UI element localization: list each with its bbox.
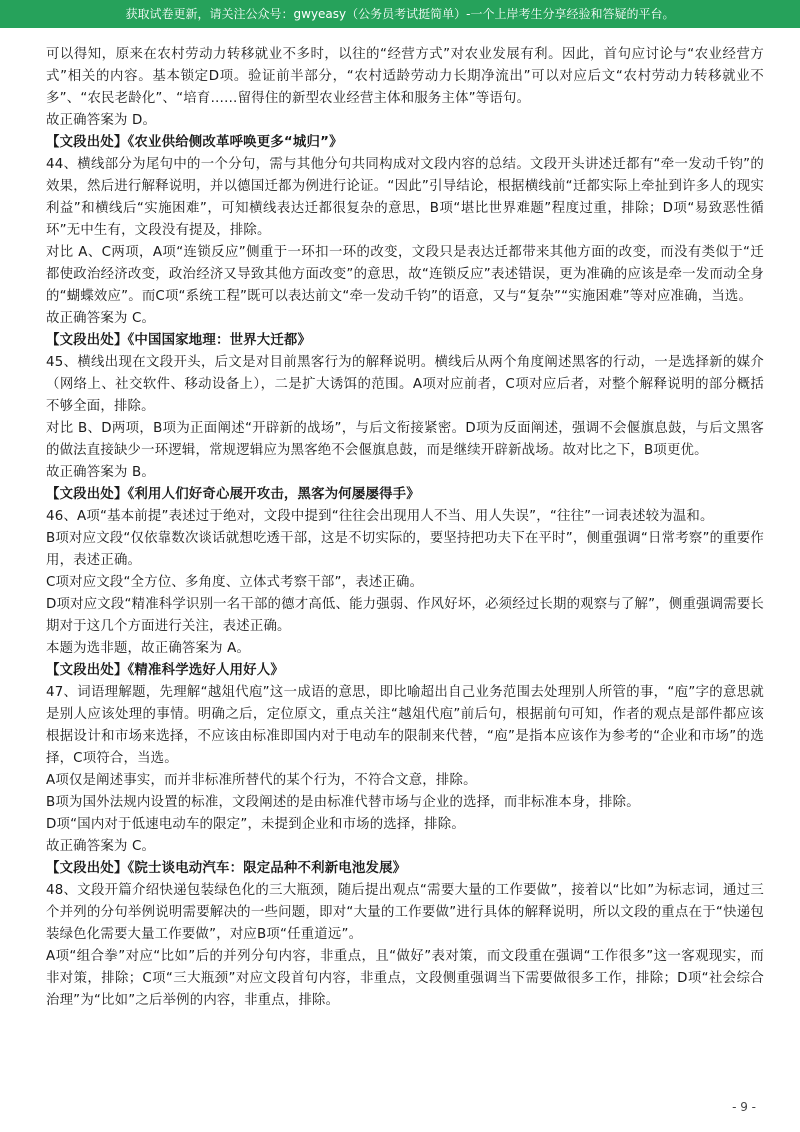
paragraph: B项为国外法规内设置的标准，文段阐述的是由标准代替市场与企业的选择，而非标准本身，排除。 (46, 795, 640, 810)
page-number: - 9 - (732, 1100, 756, 1114)
paragraph: 故正确答案为 C。 (46, 311, 156, 326)
paragraph: 对比 B、D两项，B项为正面阐述“开辟新的战场”，与后文衔接紧密。D项为反面阐述，强调不会偃旗息鼓，与后文黑客的做法直接缺少一环逻辑，常规逻辑应为黑客绝不会偃旗息鼓，而是继续开辟新战场。故对比之下，B项更优。 (46, 421, 764, 458)
source-citation: 【文段出处】《院士谈电动汽车：限定品种不利新电池发展》 (46, 861, 407, 876)
paragraph: A项仅是阐述事实，而并非标准所替代的某个行为，不符合文意，排除。 (46, 773, 477, 788)
paragraph: 47、词语理解题，先理解“越俎代庖”这一成语的意思，即比喻超出自己业务范围去处理别人所管的事，“庖”字的意思就是别人应该处理的事情。明确之后，定位原文，重点关注“越俎代庖”前后句，根据前句可知，作者的观点是部件都应该根据设计和市场来选择，不应该由标准即国内对于电动车的限制来代替，“庖”是指本应该作为参考的“企业和市场”的选择，C项符合，当选。 (46, 685, 764, 766)
paragraph: 对比 A、C两项，A项“连锁反应”侧重于一环扣一环的改变，文段只是表达迁都带来其他方面的改变，而没有类似于“迁都使政治经济改变，政治经济又导致其他方面改变”的意思，故“连锁反应”表述错误，更为准确的应该是牵一发而动全身的“蝴蝶效应”。而C项“系统工程”既可以表达前文“牵一发动千钧”的语意，又与“复杂”“实施困难”等对应准确，当选。 (46, 245, 764, 304)
paragraph: 48、文段开篇介绍快递包装绿色化的三大瓶颈，随后提出观点“需要大量的工作要做”，接着以“比如”为标志词，通过三个并列的分句举例说明需要解决的一些问题，即对“大量的工作要做”进行具体的解释说明，所以文段的重点在于“快递包装绿色化需要大量工作要做”，对应B项“任重道远”。 (46, 883, 764, 942)
paragraph: 故正确答案为 B。 (46, 465, 155, 480)
paragraph: D项对应文段“精准科学识别一名干部的德才高低、能力强弱、作风好坏，必须经过长期的观察与了解”，侧重强调需要长期对于这几个方面进行关注，表述正确。 (46, 597, 764, 634)
source-citation: 【文段出处】《利用人们好奇心展开攻击，黑客为何屡屡得手》 (46, 487, 420, 502)
paragraph: 故正确答案为 C。 (46, 839, 156, 854)
paragraph: 45、横线出现在文段开头，后文是对目前黑客行为的解释说明。横线后从两个角度阐述黑客的行动，一是选择新的媒介（网络上、社交软件、移动设备上），二是扩大诱饵的范围。A项对应前者，C项对应后者，对整个解释说明的部分概括不够全面，排除。 (46, 355, 764, 414)
paragraph: A项“组合拳”对应“比如”后的并列分句内容，非重点，且“做好”表对策，而文段重在强调“工作很多”这一客观现实，而非对策，排除；C项“三大瓶颈”对应文段首句内容，非重点，文段侧重强调当下需要做很多工作，排除；D项“社会综合治理”为“比如”之后举例的内容，非重点，排除。 (46, 949, 764, 1008)
paragraph: 可以得知，原来在农村劳动力转移就业不多时，以往的“经营方式”对农业发展有利。因此，首句应讨论与“农业经营方式”相关的内容。基本锁定D项。验证前半部分，“农村适龄劳动力长期净流出”可以对应后文“农村劳动力转移就业不多”、“农民老龄化”、“培育……留得住的新型农业经营主体和服务主体”等语句。 (46, 47, 764, 106)
answer-explanations (46, 44, 764, 1012)
paragraph: 故正确答案为 D。 (46, 113, 157, 128)
paragraph: 46、A项“基本前提”表述过于绝对，文段中提到“往往会出现用人不当、用人失误”，“往往”一词表述较为温和。 (46, 509, 714, 524)
source-citation: 【文段出处】《精准科学选好人用好人》 (46, 663, 284, 678)
paragraph: 44、横线部分为尾句中的一个分句，需与其他分句共同构成对文段内容的总结。文段开头讲述迁都有“牵一发动千钧”的效果，然后进行解释说明，并以德国迁都为例进行论证。“因此”引导结论，根据横线前“迁都实际上牵扯到许多人的现实利益”和横线后“实施困难”，可知横线表达迁都很复杂的意思，B项“堪比世界难题”程度过重，排除；D项“易致恶性循环”无中生有，文段没有提及，排除。 (46, 157, 764, 238)
paragraph: 本题为选非题，故正确答案为 A。 (46, 641, 251, 656)
source-citation: 【文段出处】《中国国家地理：世界大迁都》 (46, 333, 312, 348)
paragraph: B项对应文段“仅依靠数次谈话就想吃透干部，这是不切实际的，要坚持把功夫下在平时”，侧重强调“日常考察”的重要作用，表述正确。 (46, 531, 764, 568)
paragraph: C项对应文段“全方位、多角度、立体式考察干部”，表述正确。 (46, 575, 424, 590)
source-citation: 【文段出处】《农业供给侧改革呼唤更多“城归”》 (46, 135, 343, 150)
header-banner: 获取试卷更新，请关注公众号：gwyeasy（公务员考试挺简单）-一个上岸考生分享经验和答疑的平台。 (0, 0, 800, 28)
paragraph: D项“国内对于低速电动车的限定”，未提到企业和市场的选择，排除。 (46, 817, 465, 832)
